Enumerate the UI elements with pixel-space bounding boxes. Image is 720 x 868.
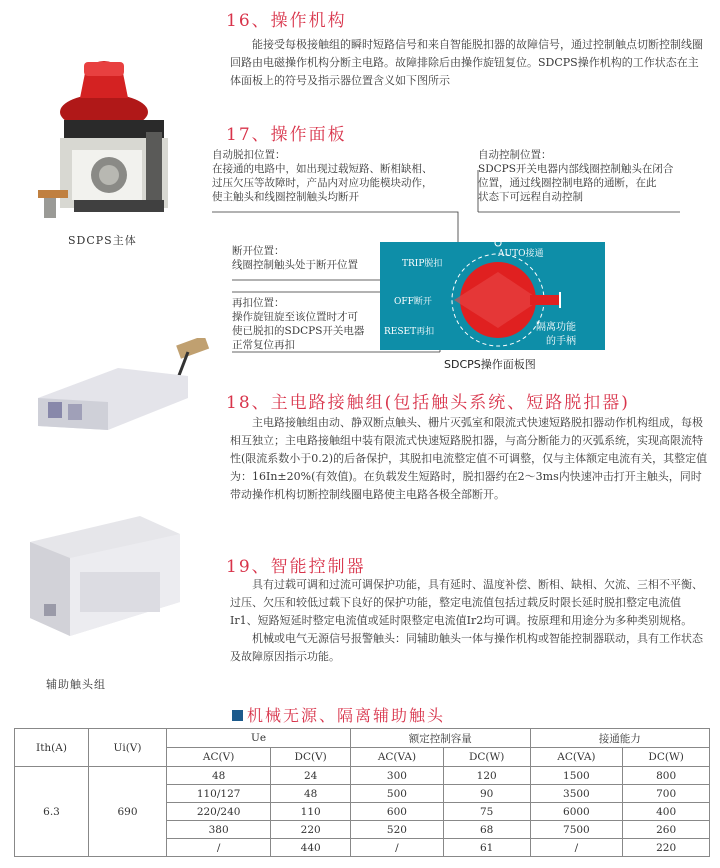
section-19-title: 19、智能控制器: [226, 557, 366, 577]
note-off-line: 线圈控制触头处于断开位置: [232, 259, 358, 271]
note-reset-line: 操作旋钮旋至该位置时才可: [232, 311, 358, 323]
subheader: AC(VA): [351, 748, 444, 767]
table-cell: 400: [623, 803, 710, 821]
table-cell: 75: [443, 803, 530, 821]
aux-photo-caption: 辅助触头组: [46, 678, 106, 691]
table-cell: 520: [351, 821, 444, 839]
header-ui: Ui(V): [89, 729, 167, 767]
panel-label-off: OFF断开: [394, 297, 432, 307]
table-cell: 24: [271, 767, 351, 785]
note-auto-ctrl-title: 自动控制位置：: [478, 149, 552, 161]
note-auto-trip-line: 过压欠压等故障时，产品内对应功能模块动作，: [212, 177, 433, 189]
table-cell: 300: [351, 767, 444, 785]
panel-label-auto: AUTO接通: [498, 249, 544, 259]
subheader: DC(W): [443, 748, 530, 767]
subheader: DC(W): [623, 748, 710, 767]
table-cell: 220: [623, 839, 710, 857]
note-auto-trip-line: 在接通的电路中，如出现过载短路、断相缺相、: [212, 163, 433, 175]
table-cell: 260: [623, 821, 710, 839]
table-cell: 3500: [530, 785, 623, 803]
note-auto-ctrl-line: 位置，通过线圈控制电路的通断，在此: [478, 177, 657, 189]
square-bullet-icon: [232, 710, 243, 721]
table-cell: /: [167, 839, 271, 857]
subheader: AC(VA): [530, 748, 623, 767]
table-cell: 220: [271, 821, 351, 839]
table-cell: /: [351, 839, 444, 857]
note-reset-line: 正常复位再扣: [232, 339, 295, 351]
note-auto-ctrl-line: 状态下可远程自动控制: [478, 191, 583, 203]
table-cell: 110/127: [167, 785, 271, 803]
aux-contact-spec-table: [14, 728, 710, 857]
header-ue: Ue: [167, 729, 351, 748]
table-cell: 110: [271, 803, 351, 821]
table-cell: 600: [351, 803, 444, 821]
table-cell: 500: [351, 785, 444, 803]
contact-group-photo: [28, 338, 218, 448]
cell-ith: 6.3: [15, 767, 89, 857]
table-title: [232, 703, 445, 726]
table-cell: 6000: [530, 803, 623, 821]
note-auto-trip-title: 自动脱扣位置：: [212, 149, 286, 161]
panel-label-trip: TRIP脱扣: [402, 259, 443, 269]
table-cell: 220/240: [167, 803, 271, 821]
note-off-title: 断开位置：: [232, 245, 285, 257]
table-cell: 68: [443, 821, 530, 839]
panel-handle-label-1: 隔离功能: [536, 322, 576, 333]
table-cell: 700: [623, 785, 710, 803]
header-ith: Ith(A): [15, 729, 89, 767]
panel-label-reset: RESET再扣: [384, 327, 435, 337]
section-19-body-1: 具有过载可调和过流可调保护功能，具有延时、温度补偿、断相、缺相、欠流、三相不平衡、过压、欠压和较低过载下良好的保护功能，整定电流值包括过载反时限长延时脱扣整定电流值Ir1、短路短延时整定电流值或延时限整定电流值Ir2均可调。按原理和用途分为多种类别规格。: [230, 578, 703, 627]
section-18-title: 18、主电路接触组(包括触头系统、短路脱扣器): [226, 393, 630, 413]
table-cell: /: [530, 839, 623, 857]
section-16-title: 16、操作机构: [226, 11, 347, 31]
section-18-body: 主电路接触组由动、静双断点触头、栅片灭弧室和限流式快速短路脱扣器动作机构组成，每极相互独立；主电路接触组中装有限流式快速短路脱扣器，与高分断能力的灭弧系统，实现高限流特性(限流系数小于0.2)的后备保护，其脱扣电流整定值不可调整，仅与主体额定电流有关，其整定值为：16In±20%(有效值)。在负载发生短路时，脱扣器约在2～3ms内快速冲击打开主触头，同时带动操作机构切断控制线圈电路使主电路各极全部断开。: [230, 416, 708, 501]
panel-handle-label-2: 的手柄: [546, 336, 576, 347]
subheader: DC(V): [271, 748, 351, 767]
panel-caption: SDCPS操作面板图: [444, 358, 536, 371]
section-16-body: 能接受每极接触组的瞬时短路信号和来自智能脱扣器的故障信号，通过控制触点切断控制线圈回路由电磁操作机构分断主电路。故障排除后由操作旋钮复位。SDCPS操作机构的工作状态在主体面板上的符号及指示器位置含义如下图所示: [230, 38, 703, 87]
cell-ui: 690: [89, 767, 167, 857]
table-cell: 440: [271, 839, 351, 857]
main-photo-caption: SDCPS主体: [68, 234, 137, 247]
table-title-text: 机械无源、隔离辅助触头: [247, 706, 446, 725]
table-cell: 90: [443, 785, 530, 803]
aux-contact-photo: [20, 512, 188, 652]
operation-panel: [380, 242, 605, 350]
table-cell: 120: [443, 767, 530, 785]
table-cell: 380: [167, 821, 271, 839]
table-cell: 61: [443, 839, 530, 857]
note-auto-ctrl-line: SDCPS开关电器内部线圈控制触头在闭合: [478, 163, 674, 175]
table-cell: 1500: [530, 767, 623, 785]
table-cell: 800: [623, 767, 710, 785]
table-row: [15, 767, 710, 785]
table-cell: 48: [271, 785, 351, 803]
table-cell: 48: [167, 767, 271, 785]
note-auto-trip-line: 使主触头和线圈控制触头均断开: [212, 191, 359, 203]
note-reset-title: 再扣位置：: [232, 297, 285, 309]
note-reset-line: 使已脱扣的SDCPS开关电器: [232, 325, 365, 337]
subheader: AC(V): [167, 748, 271, 767]
table-cell: 7500: [530, 821, 623, 839]
header-rated-capacity: 额定控制容量: [351, 729, 530, 748]
section-17-title: 17、操作面板: [226, 125, 347, 145]
section-19-body-2: 机械或电气无源信号报警触头：同辅助触头一体与操作机构或智能控制器联动，具有工作状态及故障原因指示功能。: [230, 632, 703, 663]
header-making-capacity: 接通能力: [530, 729, 709, 748]
